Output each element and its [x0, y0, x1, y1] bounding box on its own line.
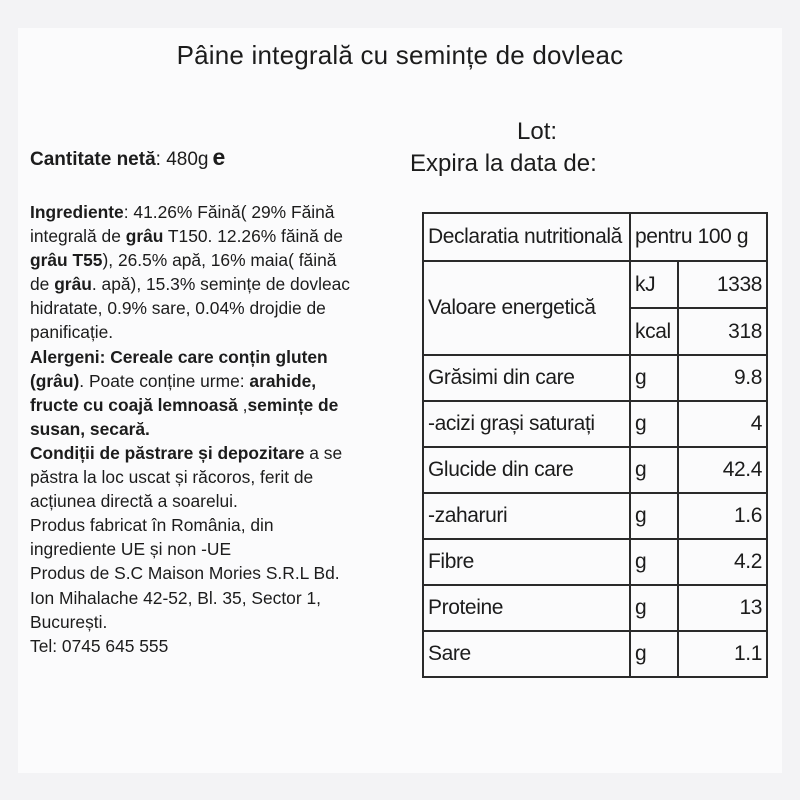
producer-line-3: București. — [30, 611, 108, 632]
nutrient-unit: g — [630, 631, 678, 677]
estimated-mark: e — [212, 144, 226, 170]
ingredients-heading: Ingrediente — [30, 202, 124, 222]
nutrition-row — [423, 401, 767, 447]
nutrition-row — [423, 355, 767, 401]
nutrient-unit: g — [630, 493, 678, 539]
origin-line-2: ingrediente UE și non -UE — [30, 539, 232, 560]
net-quantity-value: 480g — [166, 149, 209, 170]
nutrient-unit: g — [630, 355, 678, 401]
energy-label: Valoare energetică — [423, 261, 630, 355]
allergens-line-4: susan, secară. — [30, 418, 150, 439]
origin-line-1: Produs fabricat în România, din — [30, 515, 274, 536]
nutrient-value: 4.2 — [678, 539, 767, 585]
nutrient-label: Sare — [423, 631, 630, 677]
nutrient-label: Grăsimi din care — [423, 355, 630, 401]
energy-value: 1338 — [678, 261, 767, 308]
nutrient-value: 4 — [678, 401, 767, 447]
producer-phone: Tel: 0745 645 555 — [30, 635, 169, 656]
nutrient-label: -acizi grași saturați — [423, 401, 630, 447]
storage-line-1: Condiții de păstrare și depozitare a se — [30, 442, 343, 463]
product-title: Pâine integrală cu semințe de dovleac — [176, 40, 624, 70]
nutrition-row — [423, 493, 767, 539]
nutrition-header-row — [423, 213, 767, 261]
nutrient-label: -zaharuri — [423, 493, 630, 539]
net-quantity-label: Cantitate netă — [30, 149, 156, 170]
producer-line-2: Ion Mihalache 42-52, Bl. 35, Sector 1, — [30, 587, 321, 608]
storage-line-3: acțiunea directă a soarelui. — [30, 491, 238, 512]
energy-value: 318 — [678, 308, 767, 355]
ingredients-line-1: Ingrediente: 41.26% Făină( 29% Făină — [30, 202, 335, 222]
nutrient-unit: g — [630, 585, 678, 631]
nutrient-label: Glucide din care — [423, 447, 630, 493]
nutrition-row — [423, 539, 767, 585]
ingredients-line-6: panificație. — [30, 322, 114, 343]
allergens-line-1 — [30, 345, 414, 369]
lot-label: Lot: — [517, 118, 558, 145]
nutrient-value: 13 — [678, 585, 767, 631]
nutrient-unit: g — [630, 539, 678, 585]
energy-unit: kJ — [630, 261, 678, 308]
nutrition-header-label: Declaratia nutritională — [423, 213, 630, 261]
ingredients-line-3: grâu T55), 26.5% apă, 16% maia( făină — [30, 250, 337, 271]
storage-heading: Condiții de păstrare și depozitare — [30, 442, 305, 463]
nutrition-table — [422, 212, 768, 678]
nutrition-row — [423, 585, 767, 631]
nutrient-value: 42.4 — [678, 447, 767, 493]
nutrient-unit: g — [630, 447, 678, 493]
nutrition-row — [423, 447, 767, 493]
producer-line-1: Produs de S.C Maison Mories S.R.L Bd. — [30, 563, 340, 584]
ingredients-line-4: de grâu. apă), 15.3% semințe de dovleac — [30, 274, 350, 295]
nutrition-header-value: pentru 100 g — [630, 213, 767, 261]
ingredients-line-2: integrală de grâu T150. 12.26% făină de — [30, 226, 343, 247]
storage-line-2: păstra la loc uscat și răcoros, ferit de — [30, 467, 314, 488]
energy-unit: kcal — [630, 308, 678, 355]
nutrient-label: Proteine — [423, 585, 630, 631]
net-quantity: Cantitate netă: 480g e — [30, 144, 226, 170]
nutrient-value: 9.8 — [678, 355, 767, 401]
allergens-line-3: fructe cu coajă lemnoasă ,semințe de — [30, 394, 339, 415]
ingredients-line-5: hidratate, 0.9% sare, 0.04% drojdie de — [30, 298, 326, 319]
nutrition-row — [423, 631, 767, 677]
ingredients-block — [30, 200, 414, 658]
allergens-line-2: (grâu). Poate conține urme: arahide, — [30, 370, 317, 391]
nutrient-value: 1.1 — [678, 631, 767, 677]
nutrient-value: 1.6 — [678, 493, 767, 539]
nutrient-label: Fibre — [423, 539, 630, 585]
expiry-label: Expira la data de: — [410, 150, 597, 177]
nutrient-unit: g — [630, 401, 678, 447]
allergens-heading: Alergeni: Cereale care conțin gluten — [30, 346, 328, 367]
energy-row-kj — [423, 261, 767, 308]
